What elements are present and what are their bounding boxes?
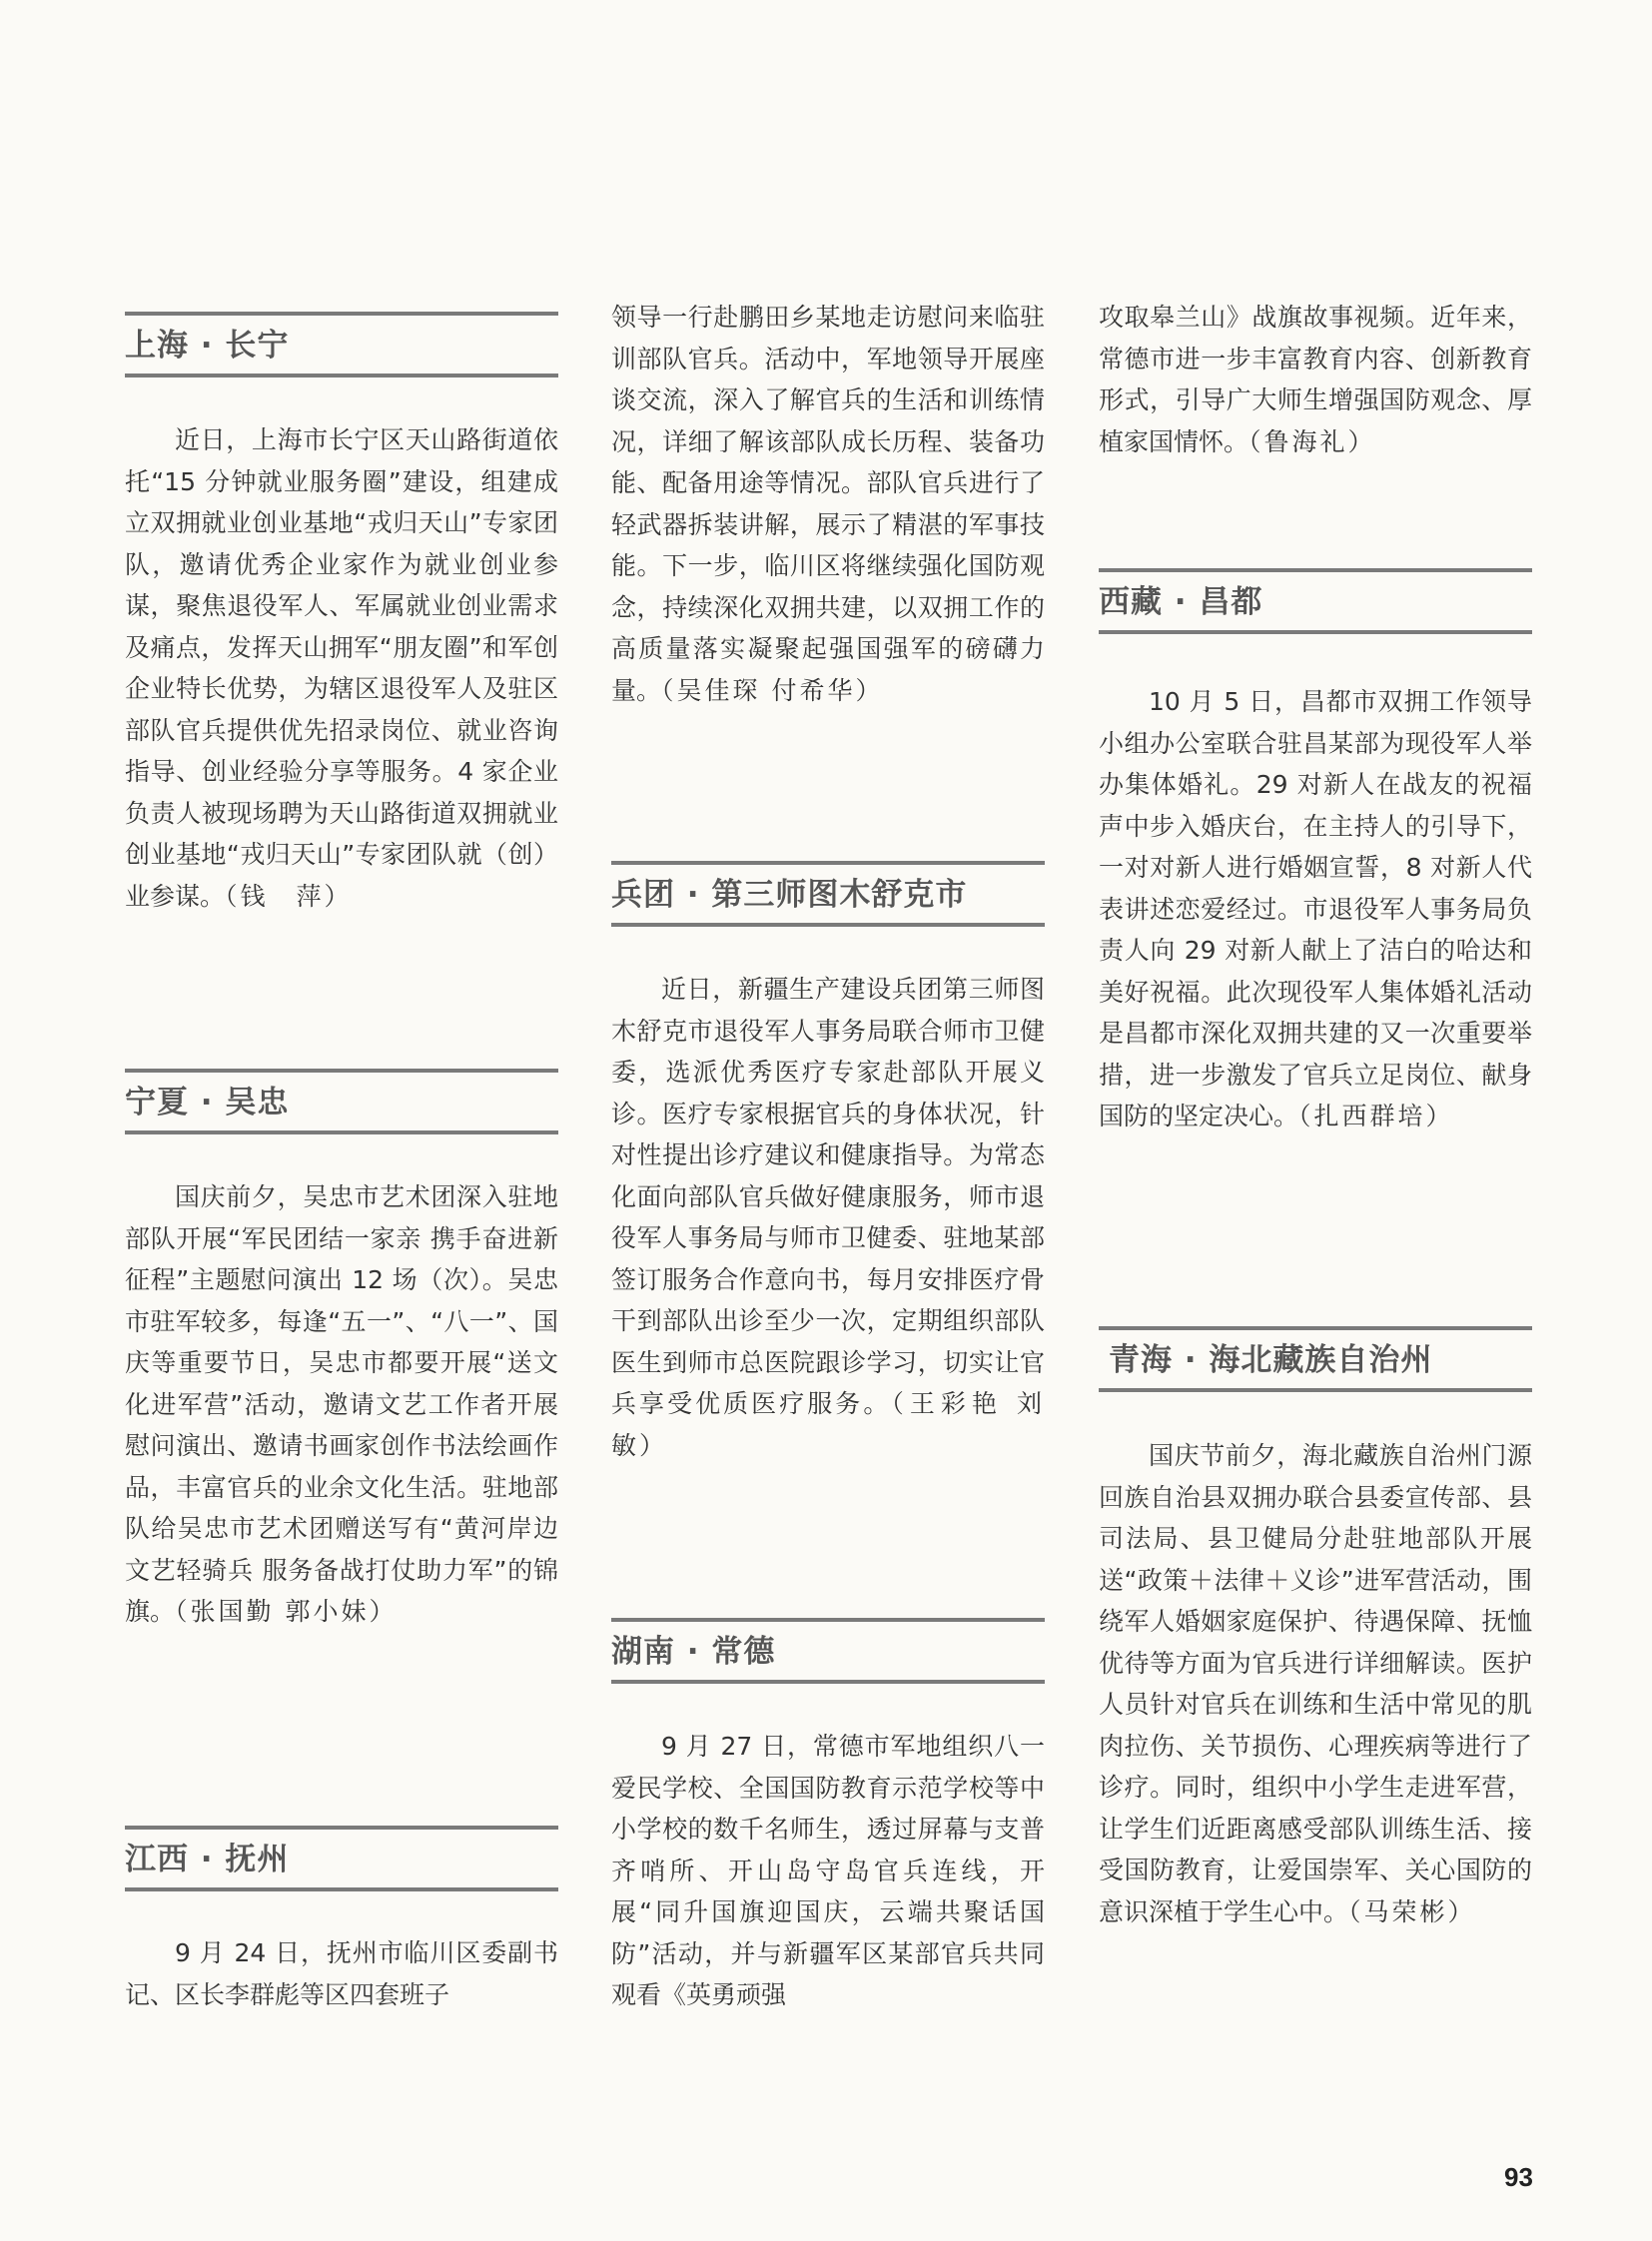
article-text: 国庆前夕，吴忠市艺术团深入驻地部队开展“军民团结一家亲 携手奋进新征程”主题慰问演出 12 场（次）。吴忠市驻军较多，每逢“五一”、“八一”、国庆等重要节日，吴忠市都要开展“送文化进军营”活动，邀请文艺工作者开展慰问演出、邀请书画家创作书法绘画作品，丰富官兵的业余文化生活。驻地部队给吴忠市艺术团赠送写有“黄河岸边文艺轻骑兵 服务备战打仗助力军”的锦旗。 [125,1182,558,1626]
section-title: 上海 · 长宁 [125,328,290,364]
article-text: 攻取皋兰山》战旗故事视频。近年来，常德市进一步丰富教育内容、创新教育形式，引导广大师生增强国防观念、厚植家国情怀。 [1099,303,1532,456]
article-text: 10 月 5 日，昌都市双拥工作领导小组办公室联合驻昌某部为现役军人举办集体婚礼。29 对新人在战友的祝福声中步入婚庆台，在主持人的引导下，一对对新人进行婚姻宣誓，8 对新人代表讲述恋爱经过。市退役军人事务局负责人向 29 对新人献上了洁白的哈达和美好祝福。此次现役军人集体婚礼活动是昌都市深化双拥共建的又一次重要举措，进一步激发了官兵立足岗位、献身国防的坚定决心。 [1099,687,1532,1130]
section-title: 兵团 · 第三师图木舒克市 [611,877,968,913]
article-body-jiangxi-part2 [611,297,1045,711]
article-body-shanghai [125,419,558,917]
article-body-xizang [1099,681,1532,1137]
article-text: 9 月 24 日，抚州市临川区委副书记、区长李群彪等区四套班子 [125,1938,558,2009]
byline: （张国勤 郭小妹） [175,1597,398,1626]
page-number: 93 [1504,2162,1533,2192]
section-header-xizang [1099,568,1532,634]
byline: （鲁海礼） [1248,426,1376,456]
section-header-qinghai [1099,1326,1532,1392]
section-title: 西藏 · 昌都 [1099,584,1263,620]
byline: （王彩艳 刘 敏） [611,1389,1073,1460]
article-body-ningxia [125,1176,558,1633]
article-text: 领导一行赴鹏田乡某地走访慰问来临驻训部队官兵。活动中，军地领导开展座谈交流，深入了解官兵的生活和训练情况，详细了解该部队成长历程、装备功能、配备用途等情况。部队官兵进行了轻武器拆装讲解，展示了精湛的军事技能。下一步，临川区将继续强化国防观念，持续深化双拥共建，以双拥工作的高质量落实凝聚起强国强军的磅礴力量。 [611,303,1045,705]
byline: （扎西群培） [1298,1102,1454,1130]
byline: （吴佳琛 付希华） [661,675,884,705]
article-text: 近日，上海市长宁区天山路街道依托“15 分钟就业服务圈”建设，组建成立双拥就业创业基地“戎归天山”专家团队，邀请优秀企业家作为就业创业参谋，聚焦退役军人、军属就业创业需求及痛点，发挥天山拥军“朋友圈”和军创企业特长优势，为辖区退役军人及驻区部队官兵提供优先招录岗位、就业咨询指导、创业经验分享等服务。4 家企业负责人被现场聘为天山路街道双拥就业创业基地“戎归天山”专家团队就（创）业参谋。 [125,425,558,911]
byline: （马荣彬） [1348,1896,1476,1926]
section-title: 宁夏 · 吴忠 [125,1085,290,1120]
article-text: 国庆节前夕，海北藏族自治州门源回族自治县双拥办联合县委宣传部、县司法局、县卫健局分赴驻地部队开展送“政策＋法律＋义诊”进军营活动，围绕军人婚姻家庭保护、待遇保障、抚恤优待等方面为官兵进行详细解读。医护人员针对官兵在训练和生活中常见的肌肉拉伤、关节损伤、心理疾病等进行了诊疗。同时，组织中小学生走进军营，让学生们近距离感受部队训练生活、接受国防教育，让爱国崇军、关心国防的意识深植于学生心中。 [1099,1441,1532,1926]
article-body-jiangxi-part1 [125,1932,558,2015]
section-header-ningxia [125,1069,558,1134]
article-text: 近日，新疆生产建设兵团第三师图木舒克市退役军人事务局联合师市卫健委，选派优秀医疗专家赴部队开展义诊。医疗专家根据官兵的身体状况，针对性提出诊疗建议和健康指导。为常态化面向部队官兵做好健康服务，师市退役军人事务局与师市卫健委、驻地某部签订服务合作意向书，每月安排医疗骨干到部队出诊至少一次，定期组织部队医生到师市总医院跟诊学习，切实让官兵享受优质医疗服务。 [611,975,1045,1418]
section-title: 江西 · 抚州 [125,1842,290,1877]
section-header-shanghai [125,312,558,377]
section-header-bingtuan [611,861,1045,927]
article-text: 9 月 27 日，常德市军地组织八一爱民学校、全国国防教育示范学校等中小学校的数千名师生，透过屏幕与支普齐哨所、开山岛守岛官兵连线，开展“同升国旗迎国庆，云端共聚话国防”活动，并与新疆军区某部官兵共同观看《英勇顽强 [611,1732,1045,2009]
article-body-qinghai [1099,1435,1532,1932]
section-header-jiangxi [125,1826,558,1891]
byline: （钱 萍） [225,881,353,911]
section-header-hunan [611,1618,1045,1684]
article-body-hunan-part2 [1099,297,1532,462]
article-body-bingtuan [611,969,1073,1466]
section-title: 湖南 · 常德 [611,1634,776,1670]
section-title: 青海 · 海北藏族自治州 [1109,1342,1433,1378]
article-body-hunan-part1 [611,1726,1045,2016]
